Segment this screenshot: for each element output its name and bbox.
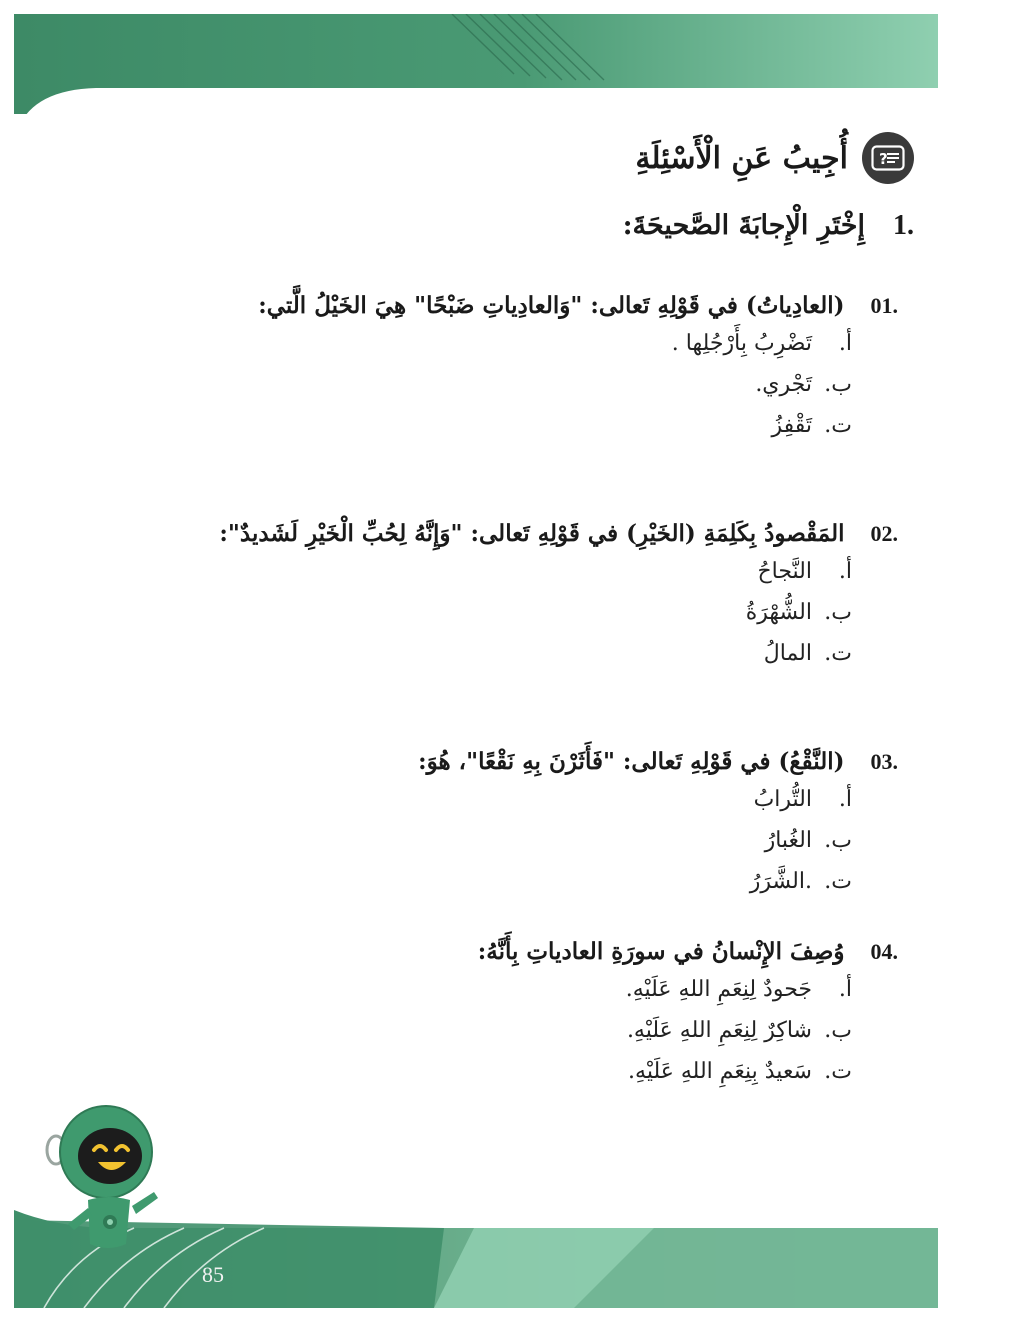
option-b[interactable] (178, 828, 852, 869)
section-title: أُجِيبُ عَنِ الْأَسْئِلَةِ (635, 140, 848, 176)
option-c[interactable] (178, 641, 852, 682)
option-text: تَجْري. (755, 372, 812, 397)
question-3 (178, 748, 898, 910)
options-list (178, 559, 898, 682)
options-list (178, 331, 898, 454)
option-letter: ب. (824, 828, 852, 853)
workbook-page (14, 14, 938, 1308)
question-2 (178, 520, 898, 682)
option-letter: ب. (824, 372, 852, 397)
option-c[interactable] (178, 1059, 852, 1100)
option-c[interactable] (178, 869, 852, 910)
question-text: (النَّقْعُ) في قَوْلِهِ تَعالى: "فَأَثَرْنَ بِهِ نَقْعًا"، هُوَ: (418, 748, 845, 775)
option-b[interactable] (178, 372, 852, 413)
exercise-instruction (623, 210, 914, 242)
robot-mascot-illustration (38, 1104, 188, 1258)
question-number: 02. (870, 521, 898, 546)
option-letter: ت. (824, 641, 852, 666)
question-number: 01. (870, 293, 898, 318)
instruction-text: إِخْتَرِ الْإِجابَةَ الصَّحيحَةَ: (622, 210, 865, 241)
option-text: تَقْفِزُ (771, 413, 812, 438)
question-text: المَقْصودُ بِكَلِمَةِ (الخَيْرِ) في قَوْلِهِ تَعالى: "وَإِنَّهُ لِحُبِّ الْخَيْرِ لَشَديدٌ": (219, 520, 845, 547)
option-letter: أ. (838, 331, 852, 356)
option-a[interactable] (178, 977, 852, 1018)
option-letter: أ. (838, 787, 852, 812)
option-text: تَضْرِبُ بِأَرْجُلِها . (671, 331, 812, 356)
question-text: وُصِفَ الإِنْسانُ في سورَةِ العادياتِ بِأَنَّهُ: (477, 938, 845, 965)
option-text: النَّجاحُ (757, 559, 812, 584)
question-4 (178, 938, 898, 1100)
question-card-icon (862, 132, 914, 184)
option-a[interactable] (178, 787, 852, 828)
option-a[interactable] (178, 559, 852, 600)
option-text: جَحودٌ لِنِعَمِ اللهِ عَلَيْهِ. (625, 977, 812, 1002)
option-text: المالُ (763, 641, 812, 666)
option-text: الشُّهْرَةُ (745, 600, 812, 625)
option-b[interactable] (178, 1018, 852, 1059)
exercise-number: 1. (893, 210, 914, 241)
option-c[interactable] (178, 413, 852, 454)
question-1 (178, 292, 898, 454)
option-letter: ت. (824, 869, 852, 894)
page-number: 85 (202, 1262, 224, 1287)
svg-text:?: ? (879, 150, 888, 168)
option-a[interactable] (178, 331, 852, 372)
option-letter: ت. (824, 413, 852, 438)
options-list (178, 787, 898, 910)
option-letter: أ. (838, 977, 852, 1002)
option-text: الغُبارُ (764, 828, 812, 853)
option-letter: أ. (838, 559, 852, 584)
option-text: .الشَّرَرُ (749, 869, 812, 894)
option-text: شاكِرٌ لِنِعَمِ اللهِ عَلَيْهِ. (626, 1018, 812, 1043)
question-number: 04. (870, 939, 898, 964)
option-letter: ت. (824, 1059, 852, 1084)
option-letter: ب. (824, 1018, 852, 1043)
option-text: سَعيدٌ بِنِعَمِ اللهِ عَلَيْهِ. (628, 1059, 812, 1084)
question-number: 03. (870, 749, 898, 774)
section-header (635, 132, 914, 184)
option-b[interactable] (178, 600, 852, 641)
option-text: التُّرابُ (753, 787, 812, 812)
question-text: (العادِياتُ) في قَوْلِهِ تَعالى: "وَالعادِياتِ ضَبْحًا" هِيَ الخَيْلُ الَّتي: (258, 292, 845, 319)
options-list (178, 977, 898, 1100)
option-letter: ب. (824, 600, 852, 625)
